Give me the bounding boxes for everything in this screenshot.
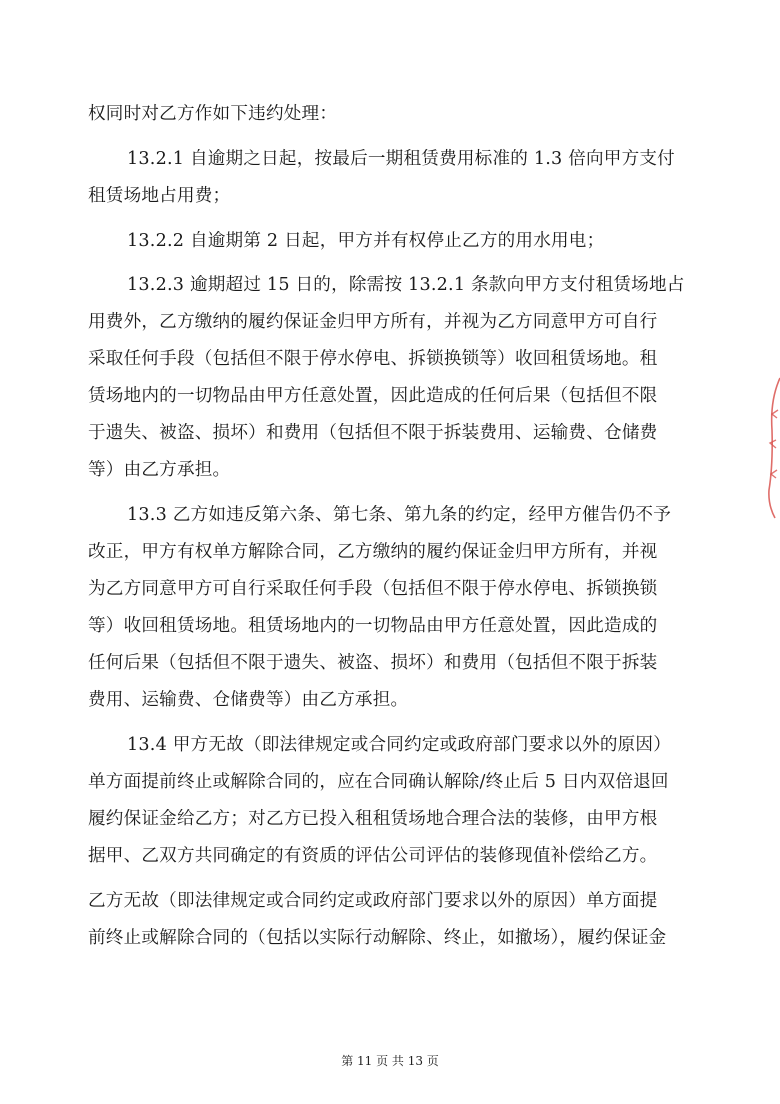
text-line: 13.4 甲方无故（即法律规定或合同约定或政府部门要求以外的原因） bbox=[127, 735, 671, 755]
text-line: 前终止或解除合同的（包括以实际行动解除、终止，如撤场），履约保证金 bbox=[88, 928, 667, 948]
text-line: 租赁场地占用费； bbox=[88, 186, 231, 206]
text-line: 赁场地内的一切物品由甲方任意处置，因此造成的任何后果（包括但不限 bbox=[88, 386, 658, 406]
text-line: 乙方无故（即法律规定或合同约定或政府部门要求以外的原因）单方面提 bbox=[88, 891, 658, 911]
text-line: 履约保证金给乙方；对乙方已投入租租赁场地合理合法的装修，由甲方根 bbox=[88, 809, 658, 829]
text-line: 单方面提前终止或解除合同的，应在合同确认解除/终止后 5 日内双倍退回 bbox=[88, 772, 669, 792]
text-line: 改正，甲方有权单方解除合同，乙方缴纳的履约保证金归甲方所有，并视 bbox=[88, 542, 658, 562]
text-line: 采取任何手段（包括但不限于停水停电、拆锁换锁等）收回租赁场地。租 bbox=[88, 349, 658, 369]
text-line: 13.2.1 自逾期之日起，按最后一期租赁费用标准的 1.3 倍向甲方支付 bbox=[127, 149, 675, 169]
page-footer: 第 11 页 共 13 页 bbox=[341, 1054, 439, 1068]
text-line: 于遗失、被盗、损坏）和费用（包括但不限于拆装费用、运输费、仓储费 bbox=[88, 423, 658, 443]
text-line: 任何后果（包括但不限于遗失、被盗、损坏）和费用（包括但不限于拆装 bbox=[88, 653, 658, 673]
text-line: 费用、运输费、仓储费等）由乙方承担。 bbox=[88, 690, 409, 710]
text-line: 等）由乙方承担。 bbox=[88, 460, 231, 480]
text-line: 等）收回租赁场地。租赁场地内的一切物品由甲方任意处置，因此造成的 bbox=[88, 616, 658, 636]
seal-stamp-edge bbox=[766, 370, 780, 520]
text-line: 为乙方同意甲方可自行采取任何手段（包括但不限于停水停电、拆锁换锁 bbox=[88, 579, 658, 599]
text-line: 13.3 乙方如违反第六条、第七条、第九条的约定，经甲方催告仍不予 bbox=[127, 505, 671, 525]
text-line: 用费外，乙方缴纳的履约保证金归甲方所有，并视为乙方同意甲方可自行 bbox=[88, 312, 658, 332]
text-line: 权同时对乙方作如下违约处理： bbox=[88, 104, 338, 124]
text-line: 据甲、乙双方共同确定的有资质的评估公司评估的装修现值补偿给乙方。 bbox=[88, 846, 658, 866]
text-line: 13.2.3 逾期超过 15 日的，除需按 13.2.1 条款向甲方支付租赁场地占 bbox=[127, 275, 685, 295]
text-line: 13.2.2 自逾期第 2 日起，甲方并有权停止乙方的用水用电； bbox=[127, 231, 605, 251]
